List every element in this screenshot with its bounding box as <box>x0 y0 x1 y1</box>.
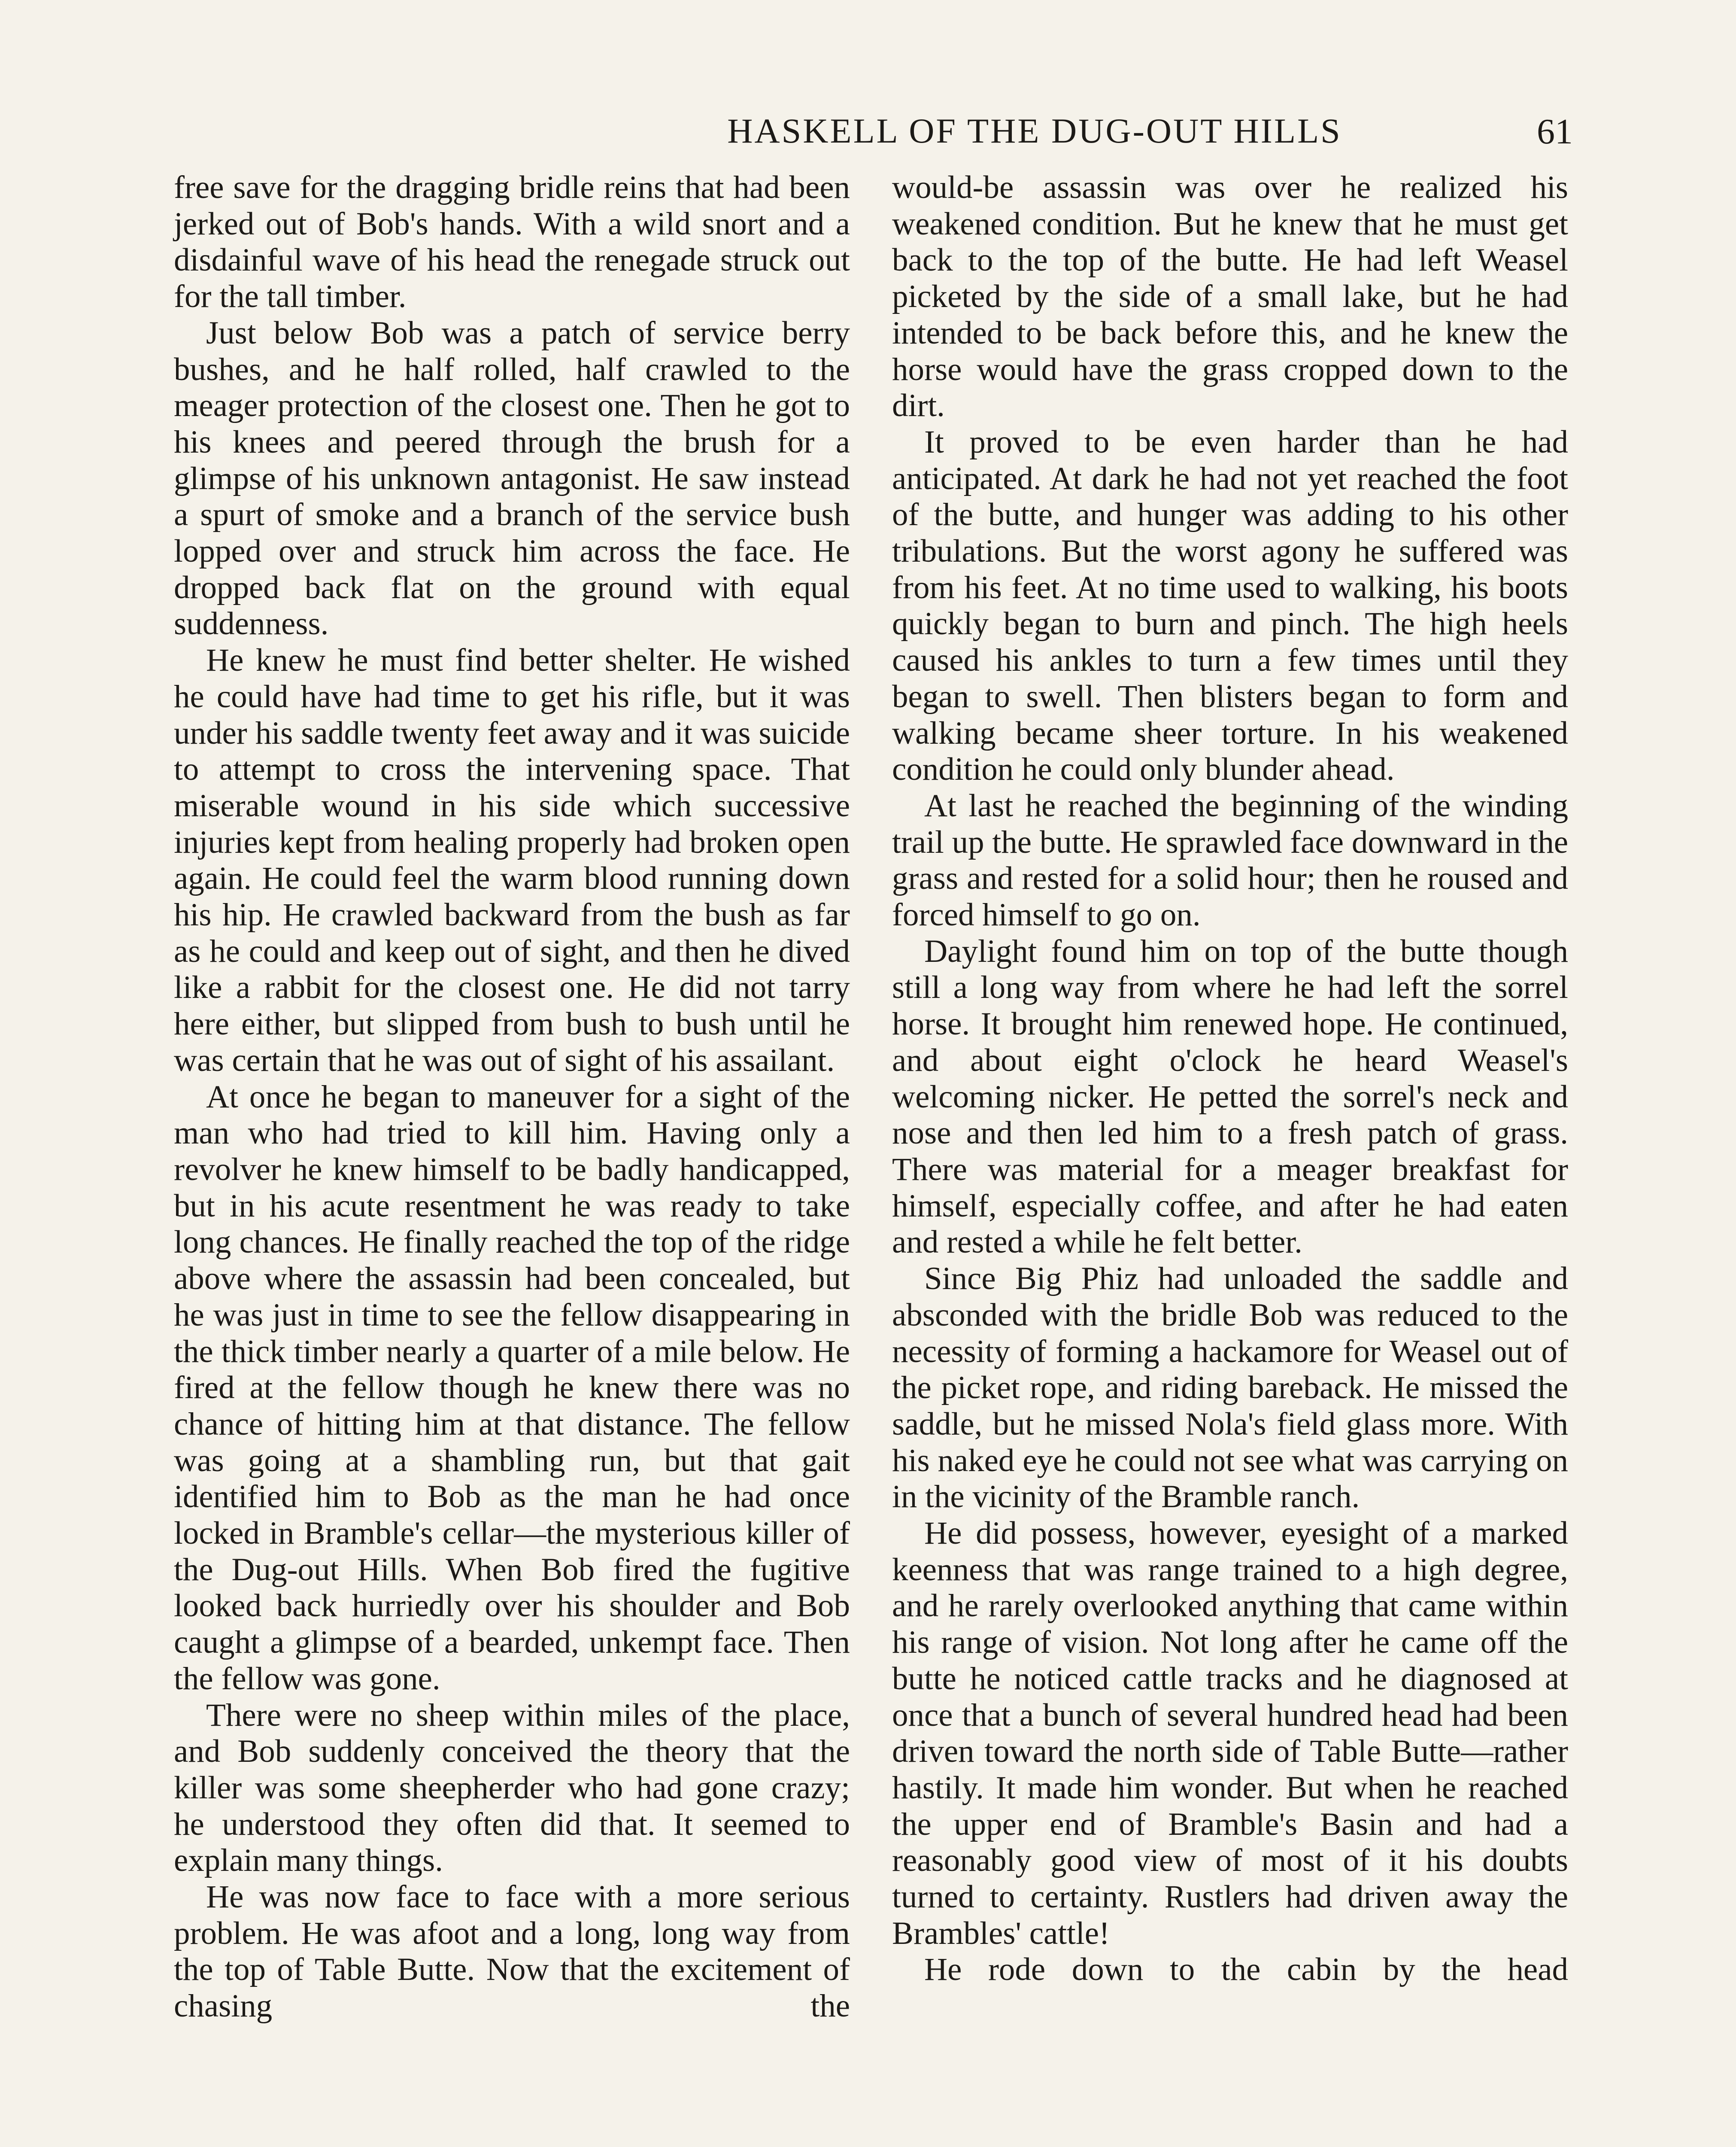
paragraph: At last he reached the beginning of the winding trail up the butte. He sprawled face downward in the grass and rested for a solid hour; then he roused and forced himself to go on. <box>892 788 1568 933</box>
paragraph: He did possess, however, eyesight of a marked keenness that was range trained to a high degree, and he rarely overlooked anything that came within his range of vision. Not long after he came off the butte he noticed cattle tracks and he diagnosed at once that a bunch of several hundred head had been driven toward the north side of Table Butte—rather hastily. It made him wonder. But when he reached the upper end of Bramble's Basin and had a reasonably good view of most of it his doubts turned to certainty. Rustlers had driven away the Brambles' cattle! <box>892 1515 1568 1951</box>
paragraph: Since Big Phiz had unloaded the saddle and absconded with the bridle Bob was reduced to the necessity of forming a hackamore for Weasel out of the picket rope, and riding bareback. He missed the saddle, but he missed Nola's field glass more. With his naked eye he could not see what was carrying on in the vicinity of the Bramble ranch. <box>892 1261 1568 1515</box>
paragraph: Daylight found him on top of the butte though still a long way from where he had left the sorrel horse. It brought him renewed hope. He continued, and about eight o'clock he heard Weasel's welcoming nicker. He petted the sorrel's neck and nose and then led him to a fresh patch of grass. There was material for a meager breakfast for himself, especially coffee, and after he had eaten and rested a while he felt better. <box>892 933 1568 1260</box>
left-column <box>174 170 850 2025</box>
paragraph: He knew he must find better shelter. He wished he could have had time to get his rifle, but it was under his saddle twenty feet away and it was suicide to attempt to cross the intervening space. That miserable wound in his side which successive injuries kept from healing properly had broken open again. He could feel the warm blood running down his hip. He crawled backward from the bush as far as he could and keep out of sight, and then he dived like a rabbit for the closest one. He did not tarry here either, but slipped from bush to bush until he was certain that he was out of sight of his assailant. <box>174 642 850 1078</box>
paragraph: would-be assassin was over he realized his weakened condition. But he knew that he must get back to the top of the butte. He had left Weasel picketed by the side of a small lake, but he had intended to be back before this, and he knew the horse would have the grass cropped down to the dirt. <box>892 170 1568 424</box>
paragraph: free save for the dragging bridle reins that had been jerked out of Bob's hands. With a wild snort and a disdainful wave of his head the renegade struck out for the tall timber. <box>174 170 850 315</box>
right-column <box>892 170 1568 1988</box>
paragraph: There were no sheep within miles of the place, and Bob suddenly conceived the theory that the killer was some sheepherder who had gone crazy; he understood they often did that. It seemed to explain many things. <box>174 1697 850 1879</box>
paragraph: It proved to be even harder than he had anticipated. At dark he had not yet reached the foot of the butte, and hunger was adding to his other tribulations. But the worst agony he suffered was from his feet. At no time used to walking, his boots quickly began to burn and pinch. The high heels caused his ankles to turn a few times until they began to swell. Then blisters began to form and walking became sheer torture. In his weakened condition he could only blunder ahead. <box>892 424 1568 788</box>
paragraph: Just below Bob was a patch of service berry bushes, and he half rolled, half crawled to the meager protection of the closest one. Then he got to his knees and peered through the brush for a glimpse of his unknown antagonist. He saw instead a spurt of smoke and a branch of the service bush lopped over and struck him across the face. He dropped back flat on the ground with equal suddenness. <box>174 315 850 642</box>
paragraph: He rode down to the cabin by the head <box>924 1952 1568 1988</box>
paragraph: At once he began to maneuver for a sight of the man who had tried to kill him. Having only a revolver he knew himself to be badly handicapped, but in his acute resentment he was ready to take long chances. He finally reached the top of the ridge above where the assassin had been concealed, but he was just in time to see the fellow disappearing in the thick timber nearly a quarter of a mile below. He fired at the fellow though he knew there was no chance of hitting him at that distance. The fellow was going at a shambling run, but that gait identified him to Bob as the man he had once locked in Bramble's cellar—the mysterious killer of the Dug-out Hills. When Bob fired the fugitive looked back hurriedly over his shoulder and Bob caught a glimpse of a bearded, unkempt face. Then the fellow was gone. <box>174 1079 850 1697</box>
running-title: HASKELL OF THE DUG-OUT HILLS <box>727 111 1342 150</box>
page-number: 61 <box>1537 112 1573 152</box>
paragraph: He was now face to face with a more serious problem. He was afoot and a long, long way from the top of Table Butte. Now that the excitement of chasing the <box>174 1879 850 2024</box>
